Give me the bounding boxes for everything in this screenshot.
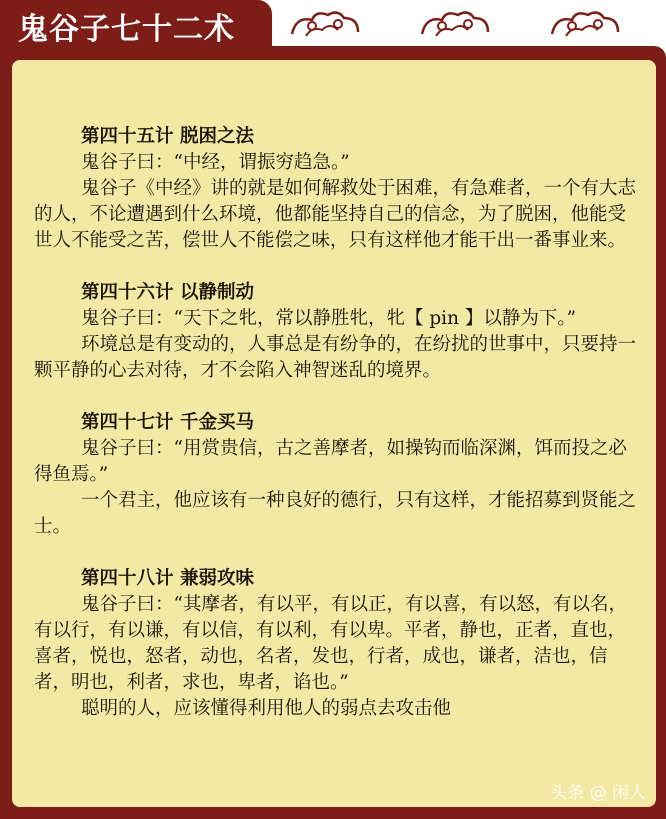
watermark: 头条 @ 闲人 [550, 783, 646, 803]
section-quote: 鬼谷子曰：“用赏贵信，古之善摩者，如操钩而临深渊，饵而投之必得鱼焉。” [34, 438, 627, 485]
section-45 [34, 124, 644, 254]
section-body: 环境总是有变动的，人事总是有纷争的，在纷扰的世事中，只要持一颗平静的心去对待，才不会陷入神智迷乱的境界。 [34, 334, 637, 381]
section-48 [34, 566, 644, 722]
section-body: 鬼谷子《中经》讲的就是如何解救处于困难，有急难者，一个有大志的人，不论遭遇到什么环境，他都能坚持自己的信念，为了脱困，他能受世人不能受之苦，偿世人不能偿之味，只有这样他才能干出一番事业来。 [34, 178, 637, 251]
section-title: 第四十五计 脱困之法 [81, 126, 254, 147]
section-quote: 鬼谷子曰：“其摩者，有以平，有以正，有以喜，有以怒，有以名，有以行，有以谦，有以信，有以利，有以卑。平者，静也，正者，直也，喜者，悦也，怒者，动也，名者，发也，行者，成也，谦者，洁也，信者，明也，利者，求也，卑者，谄也。” [34, 594, 627, 693]
page-title: 鬼谷子七十二术 [18, 12, 235, 47]
cloud-ornament-icon [546, 6, 624, 44]
section-quote: 鬼谷子曰：“天下之牝，常以静胜牝，牝【 pin 】以静为下。” [81, 308, 577, 329]
section-title: 第四十六计 以静制动 [81, 282, 254, 303]
section-46 [34, 280, 644, 384]
cloud-ornament-icon [416, 6, 494, 44]
section-47 [34, 410, 644, 540]
section-quote: 鬼谷子曰：“中经，谓振穷趋急。” [81, 152, 350, 173]
section-body: 聪明的人，应该懂得利用他人的弱点去攻击他 [81, 698, 452, 719]
section-body: 一个君主，他应该有一种良好的德行，只有这样，才能招募到贤能之士。 [34, 490, 637, 537]
article-content [34, 124, 644, 748]
section-title: 第四十八计 兼弱攻味 [81, 568, 254, 589]
page-title-tab [0, 0, 272, 52]
section-title: 第四十七计 千金买马 [81, 412, 254, 433]
cloud-ornament-icon [286, 6, 364, 44]
